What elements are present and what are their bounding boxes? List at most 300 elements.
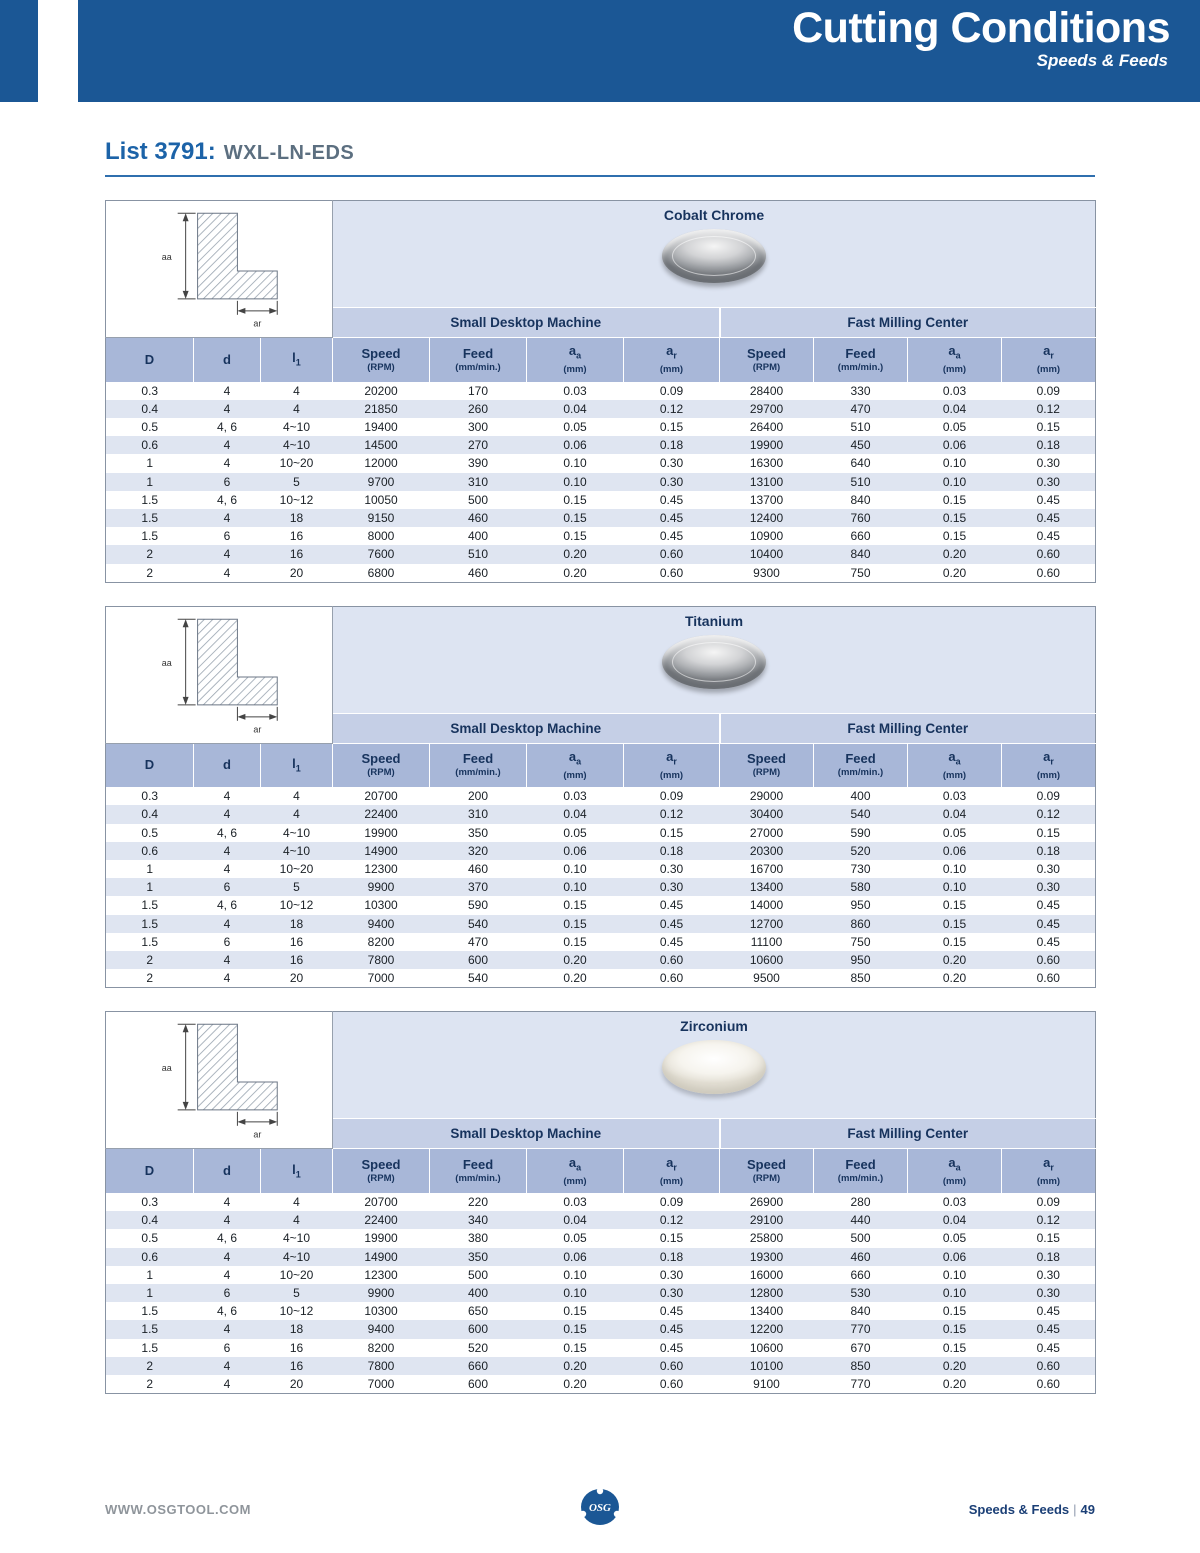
tool-geometry-diagram <box>106 1012 333 1149</box>
material-name: Zirconium <box>680 1018 748 1035</box>
material-header <box>333 606 1096 713</box>
table-cell: 12300 <box>364 862 398 877</box>
table-cell: 0.6 <box>106 842 194 860</box>
table-cell: 0.60 <box>624 1357 720 1375</box>
table-cell: 0.05 <box>563 1231 587 1246</box>
table-cell: 400 <box>430 1284 527 1302</box>
table-cell: 770 <box>814 1320 908 1338</box>
table-cell: 0.45 <box>624 915 720 933</box>
table-cell: 660 <box>850 529 871 544</box>
table-cell: 26400 <box>749 419 784 434</box>
table-cell: 0.30 <box>1036 456 1060 471</box>
table-cell: 10~12 <box>279 898 314 913</box>
table-cell: 4~10 <box>282 419 311 434</box>
zirconium-block <box>105 1011 1095 1394</box>
table-cell: 0.60 <box>659 565 684 580</box>
table-cell: 850 <box>814 1357 908 1375</box>
table-cell: 400 <box>467 529 489 544</box>
table-cell: 0.10 <box>908 473 1002 491</box>
col-header-aa-fast: $a_a$ (mm) <box>908 1149 1002 1193</box>
table-row <box>106 545 1096 563</box>
table-cell: 0.15 <box>1036 1231 1060 1246</box>
table-cell: 1 <box>146 456 154 471</box>
table-cell: 4 <box>194 436 261 454</box>
table-cell: 0.15 <box>563 529 587 544</box>
table-cell: 10300 <box>364 898 398 913</box>
table-cell: 1.5 <box>141 492 159 507</box>
col-header-ar-small: $a_r$ (mm) <box>624 743 720 787</box>
table-cell: 20200 <box>364 383 398 398</box>
table-cell: 0.03 <box>942 1194 967 1209</box>
material-disc-image <box>662 1040 766 1094</box>
table-cell: 4 <box>293 1194 300 1209</box>
table-row <box>106 969 1096 988</box>
table-cell: 10600 <box>720 951 814 969</box>
table-cell: 2 <box>106 1357 194 1375</box>
step-shape <box>198 213 278 299</box>
table-cell: 0.45 <box>1036 1304 1060 1319</box>
machine-header-fast: Fast Milling Center <box>720 713 1096 743</box>
table-cell: 19900 <box>364 825 398 840</box>
table-cell: 12700 <box>720 915 814 933</box>
table-cell: 6 <box>194 1284 261 1302</box>
table-cell: 0.06 <box>527 842 624 860</box>
table-cell: 1 <box>106 878 194 896</box>
table-cell: 4 <box>194 1211 261 1229</box>
ar-dimension-label: ar <box>253 318 262 329</box>
col-header-D: D <box>106 338 194 382</box>
col-header-speed-fast: Speed (RPM) <box>720 743 814 787</box>
table-cell: 0.10 <box>908 1284 1002 1302</box>
table-cell: 22400 <box>333 805 430 823</box>
machine-header-small: Small Desktop Machine <box>333 713 720 743</box>
table-cell: 0.10 <box>942 456 967 471</box>
col-header-ar-small: $a_r$ (mm) <box>624 1149 720 1193</box>
table-cell: 0.04 <box>908 805 1002 823</box>
table-row <box>106 842 1096 860</box>
table-cell: 260 <box>430 400 527 418</box>
table-cell: 0.6 <box>106 436 194 454</box>
data-rows <box>106 1193 1096 1394</box>
table-cell: 0.03 <box>563 789 587 804</box>
table-cell: 520 <box>814 842 908 860</box>
table-cell: 4 <box>293 383 300 398</box>
table-cell: 25800 <box>749 1231 784 1246</box>
table-row <box>106 805 1096 823</box>
table-cell: 750 <box>850 934 871 949</box>
table-cell: 0.20 <box>527 1357 624 1375</box>
table-cell: 13400 <box>720 878 814 896</box>
table-cell: 0.12 <box>624 805 720 823</box>
table-row <box>106 382 1096 400</box>
table-cell: 0.09 <box>1036 1194 1060 1209</box>
col-header-ar-fast: $a_r$ (mm) <box>1002 743 1096 787</box>
data-rows <box>106 382 1096 583</box>
table-cell: 580 <box>814 878 908 896</box>
table-cell: 600 <box>430 1320 527 1338</box>
table-row <box>106 933 1096 951</box>
page-subtitle: Speeds & Feeds <box>1036 51 1168 70</box>
table-cell: 0.60 <box>1002 1357 1096 1375</box>
col-header-D: D <box>106 743 194 787</box>
col-header-feed-small: Feed (mm/min.) <box>430 1149 527 1193</box>
table-cell: 0.04 <box>527 400 624 418</box>
table-cell: 770 <box>850 1377 871 1391</box>
material-disc-image <box>662 229 766 283</box>
table-cell: 0.30 <box>659 1267 684 1282</box>
table-cell: 18 <box>261 1320 333 1338</box>
table-cell: 0.15 <box>942 1340 967 1355</box>
table-cell: 6 <box>194 878 261 896</box>
table-row <box>106 1339 1096 1357</box>
table-cell: 0.10 <box>908 878 1002 896</box>
table-cell: 0.30 <box>624 473 720 491</box>
table-cell: 540 <box>814 805 908 823</box>
table-cell: 7000 <box>367 971 395 986</box>
table-cell: 0.06 <box>527 1248 624 1266</box>
table-cell: 500 <box>850 1231 871 1246</box>
table-cell: 0.45 <box>659 1304 684 1319</box>
aa-dimension-label: aa <box>161 252 172 263</box>
table-cell: 0.09 <box>659 789 684 804</box>
table-row <box>106 527 1096 545</box>
table-cell: 0.60 <box>1002 951 1096 969</box>
col-header-ar-small: $a_r$ (mm) <box>624 338 720 382</box>
table-cell: 4 <box>223 789 231 804</box>
table-cell: 0.3 <box>141 789 159 804</box>
col-header-speed-small: Speed (RPM) <box>333 1149 430 1193</box>
table-cell: 0.03 <box>942 383 967 398</box>
table-cell: 14500 <box>333 436 430 454</box>
col-header-speed-small: Speed (RPM) <box>333 743 430 787</box>
table-cell: 10600 <box>749 1340 784 1355</box>
tool-geometry-diagram <box>106 201 333 338</box>
table-cell: 0.03 <box>563 1194 587 1209</box>
table-cell: 0.12 <box>1002 805 1096 823</box>
table-cell: 29700 <box>720 400 814 418</box>
table-cell: 0.10 <box>563 456 587 471</box>
table-cell: 20 <box>289 565 304 580</box>
table-cell: 0.15 <box>942 1304 967 1319</box>
table-cell: 0.05 <box>563 419 587 434</box>
table-cell: 16 <box>289 934 304 949</box>
col-header-l1: $l_1$ <box>261 338 333 382</box>
table-cell: 4, 6 <box>216 1231 237 1246</box>
col-header-d: d <box>194 743 261 787</box>
table-cell: 0.30 <box>624 878 720 896</box>
table-cell: 12800 <box>720 1284 814 1302</box>
table-cell: 530 <box>814 1284 908 1302</box>
table-cell: 0.30 <box>624 1284 720 1302</box>
table-cell: 0.15 <box>563 492 587 507</box>
table-cell: 0.18 <box>624 436 720 454</box>
table-cell: 5 <box>261 473 333 491</box>
table-cell: 270 <box>430 436 527 454</box>
table-row <box>106 951 1096 969</box>
table-cell: 28400 <box>749 383 784 398</box>
material-disc-image <box>662 635 766 689</box>
table-cell: 0.45 <box>1036 934 1060 949</box>
table-cell: 27000 <box>749 825 784 840</box>
table-cell: 4 <box>223 383 231 398</box>
table-cell: 10~12 <box>279 492 314 507</box>
material-name: Titanium <box>684 612 744 629</box>
table-cell: 470 <box>814 400 908 418</box>
table-cell: 0.15 <box>942 898 967 913</box>
table-cell: 0.5 <box>141 419 159 434</box>
table-cell: 19900 <box>720 436 814 454</box>
table-cell: 16 <box>261 951 333 969</box>
table-cell: 4 <box>223 565 231 580</box>
table-cell: 12000 <box>364 456 398 471</box>
table-cell: 0.06 <box>527 436 624 454</box>
table-cell: 0.30 <box>659 862 684 877</box>
table-cell: 16700 <box>749 862 784 877</box>
table-row <box>106 1284 1096 1302</box>
table-cell: 0.10 <box>563 862 587 877</box>
table-cell: 9100 <box>753 1377 780 1391</box>
table-cell: 1.5 <box>106 915 194 933</box>
table-cell: 2 <box>106 951 194 969</box>
table-cell: 1 <box>106 1284 194 1302</box>
table-cell: 460 <box>467 565 489 580</box>
table-cell: 510 <box>850 419 871 434</box>
table-cell: 0.12 <box>1002 400 1096 418</box>
table-cell: 10050 <box>364 492 398 507</box>
table-cell: 840 <box>814 545 908 563</box>
table-cell: 4 <box>293 789 300 804</box>
table-cell: 0.30 <box>659 456 684 471</box>
table-cell: 8200 <box>367 934 395 949</box>
data-rows <box>106 787 1096 988</box>
table-cell: 0.4 <box>106 1211 194 1229</box>
table-cell: 0.10 <box>942 862 967 877</box>
table-cell: 0.45 <box>1036 529 1060 544</box>
table-cell: 0.20 <box>527 545 624 563</box>
table-cell: 0.6 <box>106 1248 194 1266</box>
table-cell: 10400 <box>720 545 814 563</box>
table-cell: 0.45 <box>1002 1320 1096 1338</box>
table-cell: 0.45 <box>659 934 684 949</box>
table-cell: 0.18 <box>1002 1248 1096 1266</box>
table-cell: 16000 <box>749 1267 784 1282</box>
table-cell: 2 <box>146 565 154 580</box>
table-cell: 9900 <box>333 878 430 896</box>
table-cell: 0.09 <box>659 1194 684 1209</box>
machine-header-small: Small Desktop Machine <box>333 1119 720 1149</box>
table-cell: 9700 <box>333 473 430 491</box>
column-header-row <box>106 338 1096 382</box>
table-cell: 0.60 <box>624 951 720 969</box>
table-cell: 0.06 <box>908 842 1002 860</box>
table-cell: 760 <box>814 509 908 527</box>
table-cell: 300 <box>467 419 489 434</box>
table-row <box>106 860 1096 878</box>
table-row <box>106 1302 1096 1320</box>
material-name: Cobalt Chrome <box>663 207 765 223</box>
table-cell: 0.20 <box>527 951 624 969</box>
table-cell: 10~20 <box>279 1267 314 1282</box>
table-cell: 0.04 <box>908 400 1002 418</box>
table-cell: 21850 <box>333 400 430 418</box>
table-cell: 0.05 <box>942 419 967 434</box>
table-cell: 670 <box>850 1340 871 1355</box>
table-cell: 5 <box>261 1284 333 1302</box>
table-cell: 0.10 <box>527 473 624 491</box>
website-url: WWW.OSGTOOL.COM <box>105 1502 251 1517</box>
cobalt-chrome-table <box>105 200 1096 583</box>
list-heading <box>105 138 1095 177</box>
table-cell: 510 <box>430 545 527 563</box>
table-cell: 310 <box>430 805 527 823</box>
table-row <box>106 1229 1096 1247</box>
table-cell: 0.12 <box>624 400 720 418</box>
col-header-feed-small: Feed (mm/min.) <box>430 338 527 382</box>
titanium-block <box>105 606 1095 989</box>
table-cell: 500 <box>467 1267 489 1282</box>
table-cell: 0.30 <box>1002 878 1096 896</box>
table-cell: 590 <box>850 825 871 840</box>
table-cell: 0.3 <box>141 1194 159 1209</box>
table-cell: 9400 <box>333 1320 430 1338</box>
table-cell: 0.15 <box>908 1320 1002 1338</box>
table-cell: 13400 <box>749 1304 784 1319</box>
table-cell: 8000 <box>367 529 395 544</box>
table-row <box>106 1193 1096 1211</box>
table-cell: 1.5 <box>141 934 159 949</box>
table-cell: 4 <box>194 1248 261 1266</box>
table-cell: 0.15 <box>563 934 587 949</box>
col-header-speed-fast: Speed (RPM) <box>720 1149 814 1193</box>
table-cell: 540 <box>467 971 489 986</box>
col-header-aa-small: $a_a$ (mm) <box>527 338 624 382</box>
table-cell: 4 <box>194 545 261 563</box>
table-cell: 10~20 <box>279 456 314 471</box>
table-cell: 460 <box>814 1248 908 1266</box>
table-cell: 20700 <box>364 1194 398 1209</box>
ar-dimension-label: ar <box>253 1130 262 1141</box>
table-row <box>106 1266 1096 1284</box>
table-cell: 0.06 <box>908 436 1002 454</box>
table-cell: 0.20 <box>908 1357 1002 1375</box>
table-cell: 4~10 <box>261 842 333 860</box>
tool-geometry-diagram <box>106 606 333 743</box>
table-cell: 16 <box>289 529 304 544</box>
table-cell: 0.15 <box>908 915 1002 933</box>
table-cell: 0.30 <box>1002 1284 1096 1302</box>
table-cell: 0.10 <box>942 1267 967 1282</box>
table-cell: 470 <box>467 934 489 949</box>
col-header-aa-small: $a_a$ (mm) <box>527 1149 624 1193</box>
table-row <box>106 1211 1096 1229</box>
table-cell: 19900 <box>364 1231 398 1246</box>
table-row <box>106 436 1096 454</box>
table-cell: 29000 <box>749 789 784 804</box>
table-cell: 1.5 <box>141 1340 159 1355</box>
table-cell: 1.5 <box>141 1304 159 1319</box>
table-cell: 1.5 <box>106 1320 194 1338</box>
table-cell: 0.15 <box>659 419 684 434</box>
table-cell: 950 <box>814 951 908 969</box>
table-cell: 0.45 <box>624 1320 720 1338</box>
machine-header-small: Small Desktop Machine <box>333 307 720 337</box>
table-cell: 500 <box>467 492 489 507</box>
table-cell: 4 <box>223 1267 231 1282</box>
table-cell: 0.18 <box>624 842 720 860</box>
table-cell: 0.3 <box>141 383 159 398</box>
material-header <box>333 201 1096 308</box>
table-cell: 4~10 <box>261 1248 333 1266</box>
col-header-ar-fast: $a_r$ (mm) <box>1002 338 1096 382</box>
table-cell: 9500 <box>753 971 780 986</box>
table-row <box>106 878 1096 896</box>
table-cell: 0.15 <box>527 915 624 933</box>
table-cell: 350 <box>430 1248 527 1266</box>
table-cell: 0.20 <box>563 565 587 580</box>
table-cell: 4~10 <box>261 436 333 454</box>
table-cell: 4 <box>194 1320 261 1338</box>
table-cell: 390 <box>467 456 489 471</box>
table-cell: 2 <box>106 545 194 563</box>
table-cell: 280 <box>850 1194 871 1209</box>
table-cell: 9300 <box>753 565 780 580</box>
table-cell: 12400 <box>720 509 814 527</box>
table-cell: 0.45 <box>659 1340 684 1355</box>
table-cell: 4, 6 <box>216 419 237 434</box>
table-cell: 0.45 <box>1002 915 1096 933</box>
table-cell: 0.15 <box>1036 825 1060 840</box>
table-cell: 7000 <box>367 1377 395 1391</box>
table-cell: 6800 <box>367 565 395 580</box>
table-cell: 10~12 <box>279 1304 314 1319</box>
table-cell: 4 <box>194 1357 261 1375</box>
table-cell: 950 <box>850 898 871 913</box>
table-cell: 0.04 <box>527 805 624 823</box>
table-cell: 0.60 <box>659 971 684 986</box>
table-cell: 0.04 <box>908 1211 1002 1229</box>
table-cell: 0.45 <box>659 529 684 544</box>
col-header-d: d <box>194 338 261 382</box>
table-cell: 0.15 <box>1036 419 1060 434</box>
table-cell: 0.09 <box>1036 383 1060 398</box>
table-row <box>106 1248 1096 1266</box>
column-header-row <box>106 1149 1096 1193</box>
table-cell: 0.30 <box>1036 1267 1060 1282</box>
table-cell: 0.45 <box>1036 898 1060 913</box>
table-cell: 200 <box>467 789 489 804</box>
table-cell: 440 <box>814 1211 908 1229</box>
table-cell: 310 <box>430 473 527 491</box>
table-cell: 0.15 <box>659 825 684 840</box>
table-cell: 0.60 <box>659 1377 684 1391</box>
table-cell: 2 <box>146 1377 154 1391</box>
table-cell: 0.15 <box>942 492 967 507</box>
table-cell: 600 <box>430 951 527 969</box>
table-cell: 4 <box>261 805 333 823</box>
zirconium-table <box>105 1011 1096 1394</box>
table-row <box>106 400 1096 418</box>
table-cell: 0.20 <box>908 545 1002 563</box>
table-cell: 320 <box>430 842 527 860</box>
tool-model: WXL-LN-EDS <box>223 142 355 164</box>
table-cell: 0.20 <box>908 951 1002 969</box>
table-cell: 20 <box>289 1377 304 1391</box>
col-header-feed-fast: Feed (mm/min.) <box>814 1149 908 1193</box>
table-row <box>106 454 1096 472</box>
table-cell: 0.45 <box>1002 509 1096 527</box>
table-cell: 860 <box>814 915 908 933</box>
table-cell: 6 <box>223 1340 231 1355</box>
